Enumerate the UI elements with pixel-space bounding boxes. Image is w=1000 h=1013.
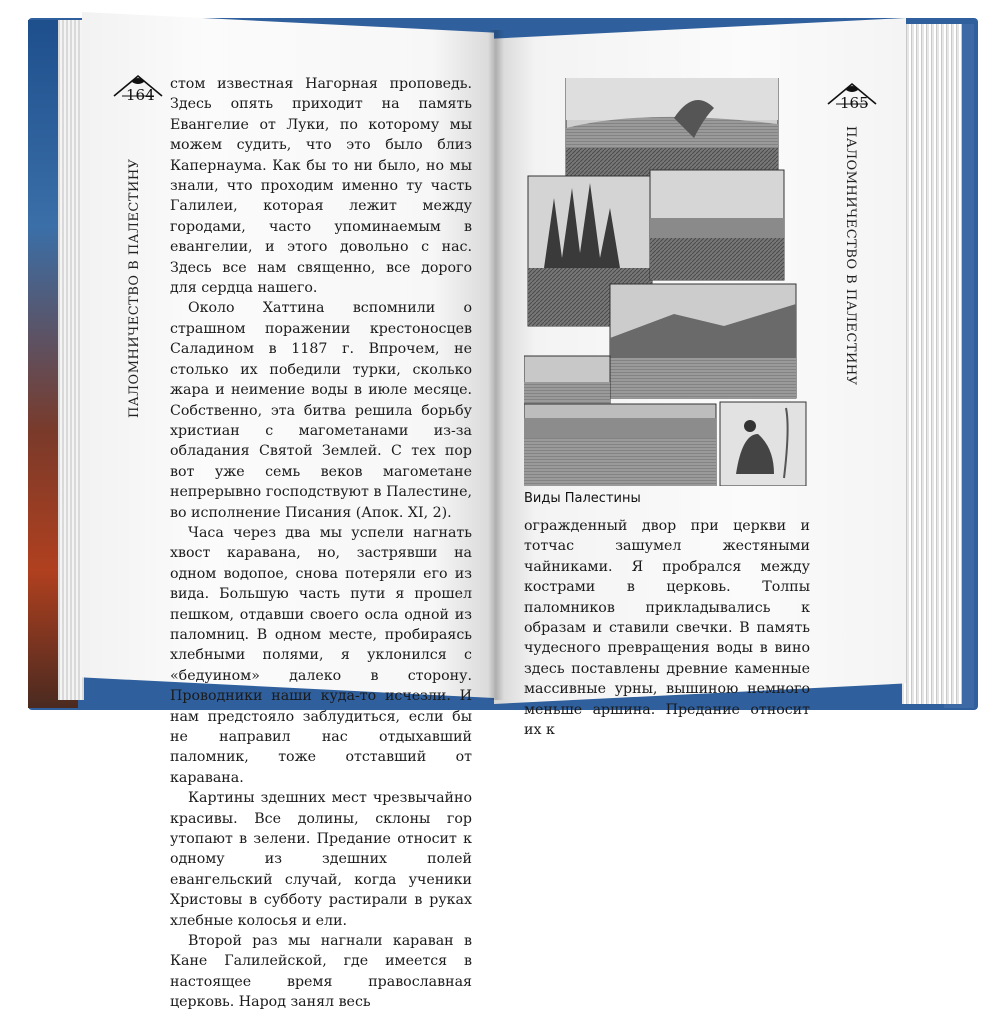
page-edges-right — [902, 24, 962, 704]
running-title-left: ПАЛОМНИЧЕСТВО В ПАЛЕСТИНУ — [127, 158, 142, 418]
left-text-block — [170, 74, 472, 1013]
page-number-text: 164 — [126, 86, 155, 104]
illustration-caption: Виды Палестины — [524, 491, 641, 506]
paragraph: Около Хаттина вспомнили о страшном поражении крестоносцев Саладином в 1187 г. Впрочем, не столько их победили турки, сколько жара и неимение воды в июле месяце. Собственно, эта битва решила борьбу христиан с магометанами из-за обладания Святой Землей. С тех пор вот уже семь веков магометане непрерывно господствуют в Палестине, во исполнение Писания (Апок. XI, 2). — [170, 300, 472, 521]
paragraph: огражденный двор при церкви и тотчас зашумел жестяными чайниками. Я пробрался между кострами в церковь. Толпы паломников прикладывались к образам и ставили свечки. В память чудесного превращения воды в вино здесь поставлены древние каменные массивные урны, вышиною немного меньше аршина. Предание относит их к — [524, 518, 810, 739]
paragraph: Часа через два мы успели нагнать хвост каравана, но, застрявши на одном водопое, снова потеряли его из вида. Большую часть пути я прошел пешком, отдавши своего осла одной из паломниц. В одном месте, пробираясь хлебными полями, я уклонился с «бедуином» далеко в сторону. Проводники наши куда-то исчезли. И нам предстояло заблудиться, если бы не направил нас отдыхавший паломник, тоже отставший от каравана. — [170, 524, 472, 786]
paragraph: Картины здешних мест чрезвычайно красивы. Все долины, склоны гор утопают в зелени. Предание относит к одному из здешних полей евангельский случай, когда ученики Христовы в субботу растирали в руках хлебные колосья и ели. — [170, 790, 472, 929]
plate-sea — [524, 404, 716, 486]
running-title-right: ПАЛОМНИЧЕСТВО В ПАЛЕСТИНУ — [843, 126, 858, 386]
plate-figure — [720, 402, 806, 486]
page-edges-left — [58, 20, 84, 700]
right-text-block — [524, 516, 810, 740]
plate-lake — [566, 78, 778, 180]
plate-plain — [524, 356, 610, 406]
engraving-collage — [524, 78, 810, 486]
right-page-number — [826, 80, 878, 112]
paragraph: стом известная Нагорная проповедь. Здесь опять приходит на память Евангелие от Луки, по которому мы можем судить, что это было близ Капернаума. Как бы то ни было, но мы знали, что проходим именно ту часть Галилеи, которая лежит между городами, часто упоминаемым в евангелии, и этого довольно с нас. Здесь все нам священно, все дорого для сердца нашего. — [170, 76, 472, 297]
page-number-text: 165 — [840, 94, 869, 112]
landscape-engravings — [524, 78, 810, 486]
book-gutter — [488, 30, 504, 700]
paragraph: Второй раз мы нагнали караван в Кане Галилейской, где имеется в настоящее время православная церковь. Народ занял весь — [170, 933, 472, 1011]
plate-valley — [650, 170, 784, 280]
plate-mountains — [610, 284, 796, 398]
left-page-number — [112, 72, 164, 104]
